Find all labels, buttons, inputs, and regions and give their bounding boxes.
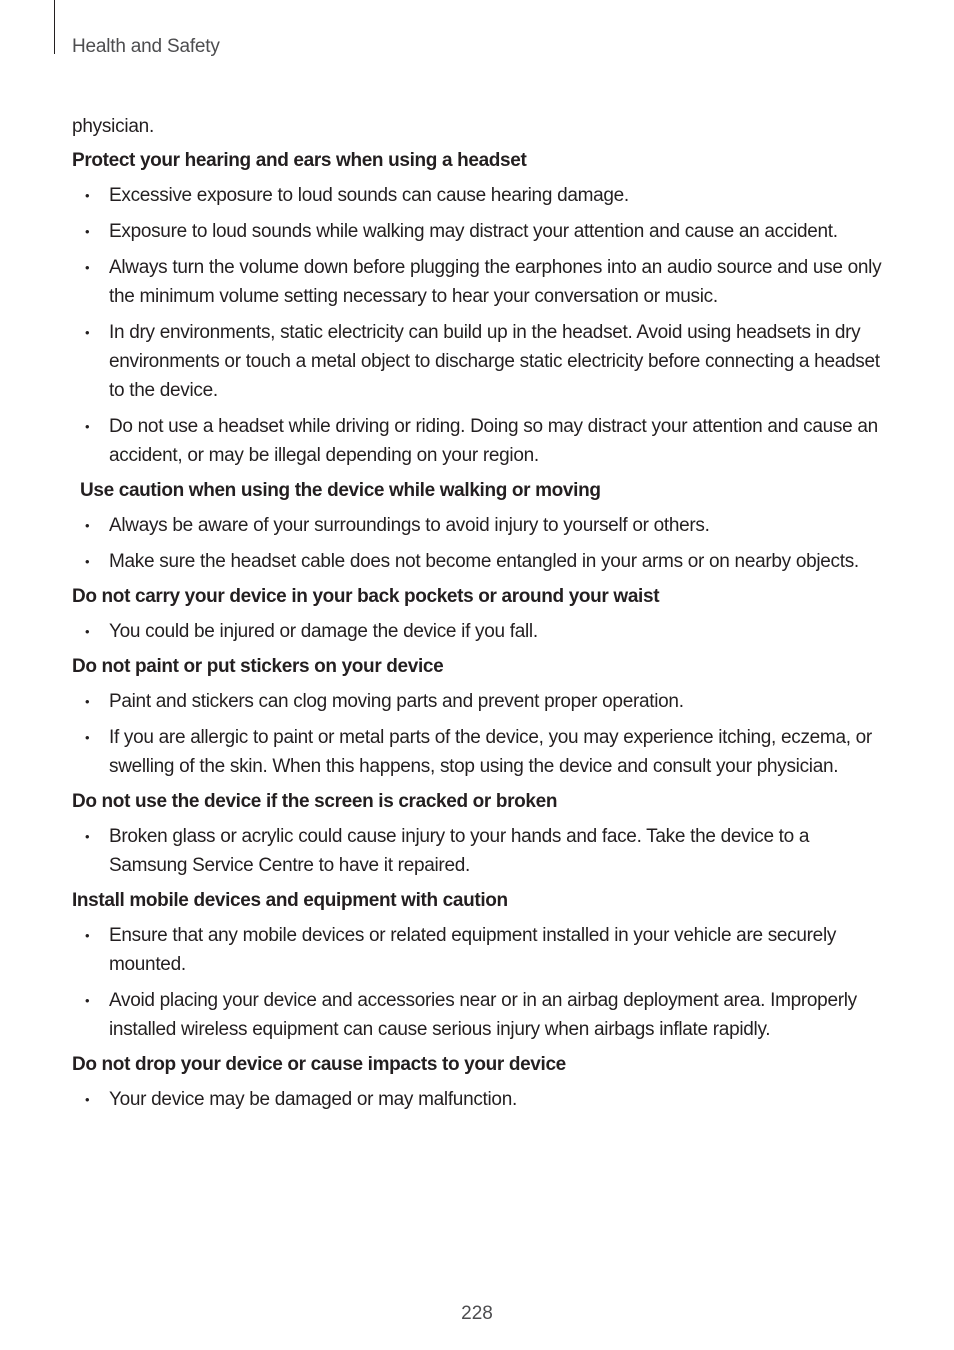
section-heading: Install mobile devices and equipment with caution [72,890,508,911]
list-item [72,687,884,716]
bullet-icon: • [85,188,90,203]
bullet-icon: • [85,694,90,709]
section-heading: Use caution when using the device while walking or moving [80,480,601,501]
bullet-icon: • [85,730,90,745]
bullet-icon: • [85,518,90,533]
section-drop-impacts [72,1051,884,1114]
section-heading: Do not drop your device or cause impacts to your device [72,1054,566,1075]
section-walking [72,477,884,576]
bullet-list [72,1085,884,1114]
bullet-icon: • [85,554,90,569]
bullet-icon: • [85,260,90,275]
list-item [72,318,884,405]
list-item-text: Ensure that any mobile devices or related equipment installed in your vehicle are securely mounted. [109,925,837,975]
page-number: 228 [461,1303,493,1324]
bullet-list [72,511,884,576]
list-item-text: If you are allergic to paint or metal parts of the device, you may experience itching, eczema, or swelling of the skin. When this happens, stop using the device and consult your physician. [109,727,872,777]
bullet-icon: • [85,419,90,434]
list-item [72,986,884,1044]
section-heading: Do not use the device if the screen is cracked or broken [72,791,558,812]
section-heading: Do not paint or put stickers on your device [72,656,444,677]
list-item-text: Always turn the volume down before plugging the earphones into an audio source and use only the minimum volume setting necessary to hear your conversation or music. [109,257,882,307]
bullet-list [72,687,884,781]
list-item-text: Avoid placing your device and accessories near or in an airbag deployment area. Improperly installed wireless equipment can cause serious injury when airbags inflate rapidly. [109,990,857,1040]
list-item [72,921,884,979]
section-paint-stickers [72,653,884,781]
header-divider [54,0,55,54]
list-item [72,822,884,880]
list-item-text: In dry environments, static electricity can build up in the headset. Avoid using headsets in dry environments or touch a metal object to discharge static electricity before connecting a headset to the device. [109,322,880,401]
bullet-icon: • [85,928,90,943]
section-back-pockets [72,583,884,646]
bullet-icon: • [85,624,90,639]
bullet-icon: • [85,325,90,340]
list-item-text: Broken glass or acrylic could cause injury to your hands and face. Take the device to a Samsung Service Centre to have it repaired. [109,826,810,876]
section-heading: Protect your hearing and ears when using a headset [72,150,527,171]
list-item-text: Do not use a headset while driving or riding. Doing so may distract your attention and cause an accident, or may be illegal depending on your region. [109,416,878,466]
bullet-list [72,822,884,880]
list-item [72,412,884,470]
bullet-icon: • [85,993,90,1008]
list-item-text: Excessive exposure to loud sounds can cause hearing damage. [109,185,629,206]
section-heading: Do not carry your device in your back pockets or around your waist [72,586,660,607]
list-item [72,253,884,311]
section-cracked-screen [72,788,884,880]
list-item-text: Make sure the headset cable does not become entangled in your arms or on nearby objects. [109,551,859,572]
list-item [72,723,884,781]
list-item [72,511,884,540]
bullet-list [72,181,884,470]
list-item-text: Your device may be damaged or may malfunction. [109,1089,517,1110]
list-item-text: Exposure to loud sounds while walking may distract your attention and cause an accident. [109,221,838,242]
list-item [72,181,884,210]
list-item [72,1085,884,1114]
section-mobile-install [72,887,884,1044]
list-item-text: You could be injured or damage the device if you fall. [109,621,538,642]
list-item [72,217,884,246]
bullet-list [72,617,884,646]
bullet-icon: • [85,1092,90,1107]
page-header-title: Health and Safety [72,36,220,57]
list-item [72,617,884,646]
list-item [72,547,884,576]
bullet-icon: • [85,829,90,844]
list-item-text: Always be aware of your surroundings to avoid injury to yourself or others. [109,515,710,536]
list-item-text: Paint and stickers can clog moving parts and prevent proper operation. [109,691,684,712]
continued-text: physician. [72,116,154,137]
bullet-list [72,921,884,1044]
document-body [72,112,884,1121]
bullet-icon: • [85,224,90,239]
section-hearing [72,147,884,470]
